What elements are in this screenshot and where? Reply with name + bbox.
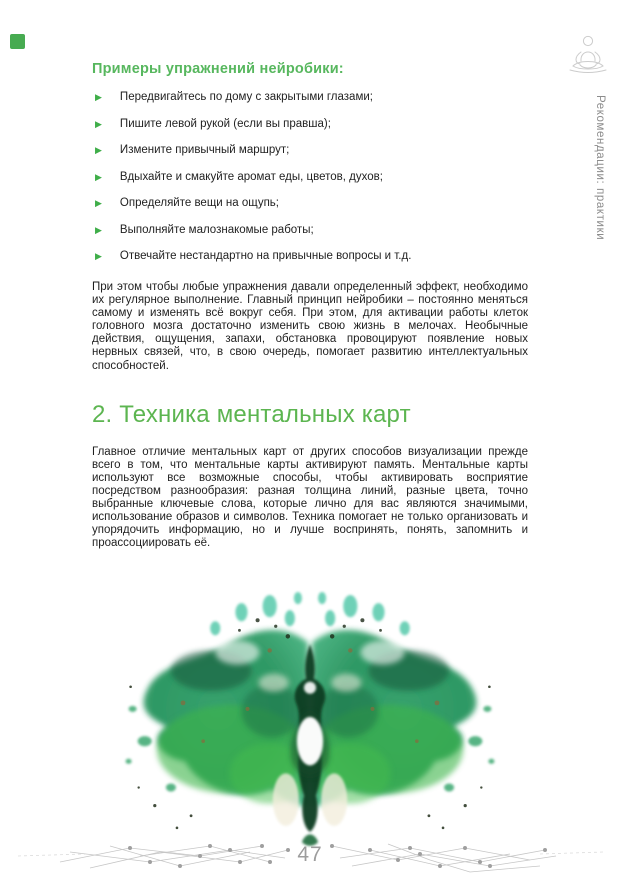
exercises-heading: Примеры упражнений нейробики: [92, 61, 344, 77]
list-item [92, 224, 528, 236]
triangle-bullet-icon: ▶ [95, 171, 102, 182]
list-item-text: Определяйте вещи на ощупь; [119, 197, 279, 209]
triangle-bullet-icon: ▶ [95, 118, 102, 129]
watercolor-inkblot-image [113, 590, 507, 848]
meditation-icon [562, 31, 614, 81]
list-item-text: Отвечайте нестандартно на привычные вопросы и т.д. [119, 250, 412, 262]
list-item-text: Выполняйте малознакомые работы; [119, 223, 314, 236]
mental-maps-paragraph: Главное отличие ментальных карт от других способов визуализации прежде всего в том, что ментальные карты активируют память. Ментальные карты используют все возможные способы, чтобы активировать восприятие посредством разнообразия: разная толщина линий, разные цвета, точно выбранные ключевые слова, которые лично для вас являются значимыми, использование образов и символов. Техника помогает не только организовать и упорядочить информацию, но и лучше воспринять, понять, запомнить и проассоциировать её. [92, 445, 528, 550]
neurobics-note-paragraph: При этом чтобы любые упражнения давали определенный эффект, необходимо их регулярное выполнение. Главный принцип нейробики – постоянно меняться самому и изменять всё вокруг себя. При этом, для активации работы клеток головного мозга достаточно изменить свою жизнь в мелочах. Необычные действия, ощущения, запахи, обстановка провоцируют появление новых нервных связей, что, в свою очередь, помогает развитию интеллектуальных способностей. [92, 281, 528, 372]
mental-maps-heading: 2. Техника ментальных карт [92, 400, 411, 428]
list-item [92, 250, 528, 262]
list-item-text: Вдыхайте и смакуйте аромат еды, цветов, духов; [119, 170, 383, 183]
list-item [92, 171, 528, 183]
list-item-text: Передвигайтесь по дому с закрытыми глазами; [119, 91, 373, 103]
exercises-list [92, 91, 528, 262]
list-item [92, 91, 528, 103]
content-column [92, 0, 528, 550]
triangle-bullet-icon: ▶ [95, 251, 102, 261]
triangle-bullet-icon: ▶ [95, 92, 102, 102]
page-number: 47 [297, 843, 323, 866]
list-item [92, 144, 528, 156]
triangle-bullet-icon: ▶ [95, 198, 102, 208]
list-item [92, 118, 528, 130]
list-item [92, 197, 528, 209]
page-corner-marker-icon [10, 34, 25, 49]
triangle-bullet-icon: ▶ [95, 145, 102, 155]
list-item-text: Измените привычный маршрут; [119, 144, 290, 156]
triangle-bullet-icon: ▶ [95, 224, 102, 235]
side-section-label: Рекомендации: практики [594, 95, 606, 241]
list-item-text: Пишите левой рукой (если вы правша); [119, 117, 331, 130]
